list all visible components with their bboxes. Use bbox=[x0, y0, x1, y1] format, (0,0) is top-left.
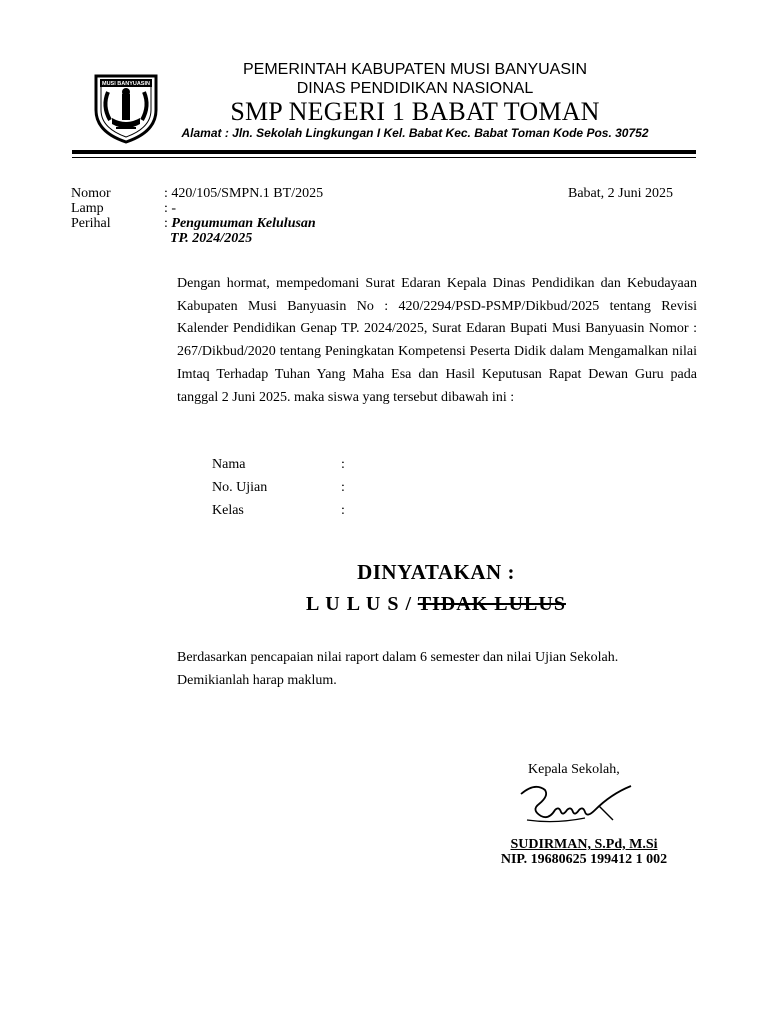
field-nama-label: Nama bbox=[212, 457, 246, 472]
field-no-ujian-colon: : bbox=[341, 480, 345, 495]
field-kelas-label: Kelas bbox=[212, 503, 244, 518]
lamp-value: : - bbox=[164, 201, 177, 216]
perihal-label: Perihal bbox=[71, 216, 111, 231]
nomor-value: : 420/105/SMPN.1 BT/2025 bbox=[164, 186, 324, 201]
school-name: SMP NEGERI 1 BABAT TOMAN bbox=[230, 97, 600, 126]
regency-logo bbox=[88, 70, 164, 146]
handwritten-signature bbox=[515, 780, 640, 832]
result-statement bbox=[0, 593, 768, 616]
signatory-title: Kepala Sekolah, bbox=[528, 762, 620, 777]
signatory-nip: NIP. 19680625 199412 1 002 bbox=[500, 852, 668, 867]
lamp-label: Lamp bbox=[71, 201, 104, 216]
nomor-label: Nomor bbox=[71, 186, 111, 201]
department-name: DINAS PENDIDIKAN NASIONAL bbox=[296, 80, 534, 97]
header-divider-thin bbox=[72, 157, 696, 158]
perihal-subject-year: TP. 2024/2025 bbox=[170, 231, 253, 246]
signatory-name: SUDIRMAN, S.Pd, M.Si bbox=[510, 837, 658, 852]
government-name: PEMERINTAH KABUPATEN MUSI BANYUASIN bbox=[242, 61, 588, 78]
field-kelas-colon: : bbox=[341, 503, 345, 518]
letter-date: Babat, 2 Juni 2025 bbox=[568, 186, 673, 201]
logo-text: MUSI BANYUASIN bbox=[102, 81, 150, 87]
perihal-colon: : bbox=[164, 216, 172, 231]
basis-text: Berdasarkan pencapaian nilai raport dalam 6 semester dan nilai Ujian Sekolah. bbox=[177, 650, 619, 665]
declaration-heading: DINYATAKAN : bbox=[357, 560, 515, 584]
field-no-ujian-label: No. Ujian bbox=[212, 480, 268, 495]
school-address: Alamat : Jln. Sekolah Lingkungan I Kel. Babat Kec. Babat Toman Kode Pos. 30752 bbox=[181, 126, 649, 140]
result-pass: L U L U S / bbox=[306, 593, 418, 615]
intro-paragraph: Dengan hormat, mempedomani Surat Edaran Kepala Dinas Pendidikan dan Kebudayaan Kabupaten Musi Banyuasin No : 420/2294/PSD-PSMP/Dikbud/2025 tentang Revisi Kalender Pendidikan Genap TP. 2024/2025, Surat Edaran Bupati Musi Banyuasin Nomor : 267/Dikbud/2020 tentang Peningkatan Kompetensi Peserta Didik dalam Mengamalkan nilai Imtaq Terhadap Tuhan Yang Maha Esa dan Hasil Keputusan Rapat Dewan Guru pada tanggal 2 Juni 2025. maka siswa yang tersebut dibawah ini : bbox=[177, 276, 697, 405]
perihal-value bbox=[164, 216, 316, 232]
field-nama-colon: : bbox=[341, 457, 345, 472]
closing-text: Demikianlah harap maklum. bbox=[177, 673, 337, 688]
result-fail-struck: TIDAK LULUS bbox=[417, 593, 566, 615]
perihal-subject: Pengumuman Kelulusan bbox=[171, 216, 316, 231]
header-divider-thick bbox=[72, 150, 696, 154]
